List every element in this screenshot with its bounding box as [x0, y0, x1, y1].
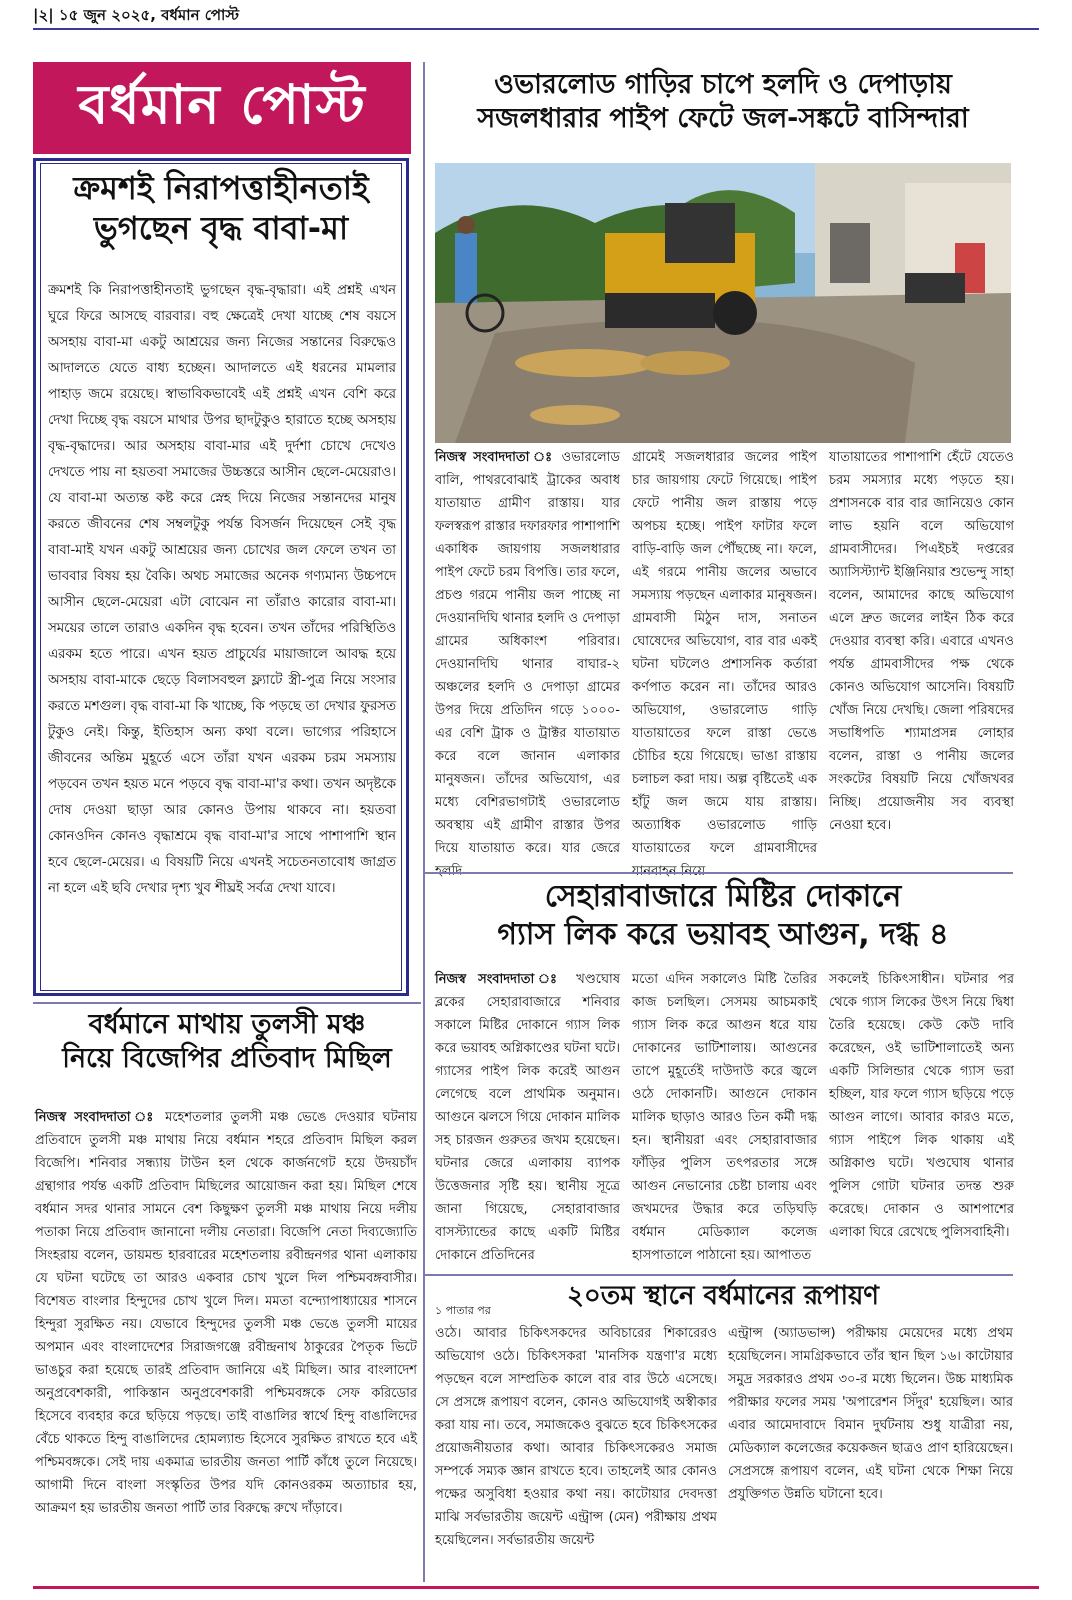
column-divider	[423, 62, 425, 1582]
bjp-divider	[33, 1002, 421, 1004]
masthead: বর্ধমান পোস্ট	[33, 62, 411, 154]
elderly-headline-line1: ক্রমশই নিরাপত্তাহীনতাই	[73, 169, 369, 207]
fire-headline	[433, 878, 1013, 953]
rupayan-continuation: ১ পাতার পর	[435, 1304, 491, 1317]
fire-col1	[435, 968, 620, 1268]
bjp-body	[35, 1106, 417, 1580]
overload-col1	[435, 446, 620, 866]
rupayan-headline: ২০তম স্থানে বর্ধমানের রূপায়ণ	[566, 1281, 880, 1311]
page-info: |২| ১৫ জুন ২০২৫, বর্ধমান পোস্ট	[33, 6, 239, 24]
overload-byline: নিজস্ব সংবাদদাতা ঃ	[435, 450, 555, 465]
rupayan-divider	[425, 1274, 1013, 1276]
bottom-rule	[33, 1586, 1039, 1589]
bjp-body-text: মহেশতলার তুলসী মঞ্চ ভেঙে দেওয়ার ঘটনায় প্রতিবাদে তুলসী মঞ্চ মাথায় নিয়ে বর্ধমান শহরে প্রতিবাদ মিছিল করল বিজেপি। শনিবার সন্ধ্যায় টাউন হল থেকে কার্জনগেট হয়ে উদয়চাঁদ গ্রন্থাগার পর্যন্ত একটি প্রতিবাদ মিছিলের আয়োজন করা হয়। মিছিল শেষে বর্ধমান সদর থানার সামনে বেশ কিছুক্ষণ তুলসী মঞ্চ মাথায় নিয়ে দলীয় পতাকা নিয়ে প্রতিবাদ জানানো দলীয় নেতারা। বিজেপি নেতা দিব্যজ্যোতি সিংহরায় বলেন, ডায়মন্ড হারবারের মহেশতলায় রবীন্দ্রনগর থানা এলাকায় যে ঘটনা ঘটেছে তা আরও একবার চোখ খুলে দিল পশ্চিমবঙ্গবাসীর। বিশেষত বাংলার হিন্দুদের চোখ খুলে দিল। মমতা বন্দ্যোপাধ্যায়ের শাসনে হিন্দুরা সুরক্ষিত নয়। যেভাবে হিন্দুদের তুলসী মঞ্চ ভেঙে তুলসী মায়ের অপমান এবং বাংলাদেশের সিরাজগঞ্জে রবীন্দ্রনাথ ঠাকুরের পৈতৃক ভিটে ভাঙচুর করা হয়েছে তারই প্রতিবাদ জানিয়ে এই মিছিল। আর বাংলাদেশ অনুপ্রবেশকারী, পাকিস্তান অনুপ্রবেশকারী পশ্চিমবঙ্গকে সেফ করিডোর হিসেবে ব্যবহার করে ছড়িয়ে পড়ছে। তাই বাঙালির স্বার্থে হিন্দু বাঙালিদের বেঁচে থাকতে হিন্দু বাঙালিদের হোমল্যান্ড হিসেবে সুরক্ষিত রাখতে হবে এই পশ্চিমবঙ্গকে। সেই দায় একমাত্র ভারতীয় জনতা পার্টি কাঁধে তুলে নিয়েছে। আগামী দিনে বাংলা সংস্কৃতির উপর যদি কোনওরকম অত্যাচার হয়, আক্রমণ হয় ভারতীয় জনতা পার্টি তার বিরুদ্ধে রুখে দাঁড়াবে।	[35, 1110, 417, 1516]
elderly-headline	[44, 168, 398, 248]
fire-byline: নিজস্ব সংবাদদাতা ঃ	[435, 972, 565, 987]
bjp-headline-line2: নিয়ে বিজেপির প্রতিবাদ মিছিল	[62, 1042, 392, 1074]
elderly-body: ক্রমশই কি নিরাপত্তাহীনতাই ভুগছেন বৃদ্ধ-বৃদ্ধারা। এই প্রশ্নই এখন ঘুরে ফিরে আসছে বারবার। বহু ক্ষেত্রেই দেখা যাচ্ছে শেষ বয়সে অসহায় বাবা-মা একটু আশ্রয়ের জন্য নিজের সন্তানের বিরুদ্ধেও আদালতে যেতে বাধ্য হচ্ছেন। আদালতে এই ধরনের মামলার পাহাড় জমে রয়েছে। স্বাভাবিকভাবেই এই প্রশ্নই এখন বেশি করে দেখা দিচ্ছে বৃদ্ধ বয়সে মাথার উপর ছাদটুকুও হারাতে হচ্ছে অসহায় বৃদ্ধ-বৃদ্ধাদের। আর অসহায় বাবা-মার এই দুর্দশা চোখে দেখেও দেখতে পায় না হয়তবা সমাজের উচ্চস্তরে আসীন ছেলে-মেয়েরাও। যে বাবা-মা অত্যন্ত কষ্ট করে স্নেহ দিয়ে নিজের সন্তানদের মানুষ করতে জীবনের শেষ সম্বলটুকু পর্যন্ত বিসর্জন দিয়েছেন সেই বৃদ্ধ বাবা-মাই যখন একটু আশ্রয়ের জন্য চোখের জল ফেলে তখন তা ভাববার বিষয় হয় বৈকি। অথচ সমাজের অনেক গণ্যমান্য উচ্চপদে আসীন ছেলে-মেয়েরা এটা বোঝেন না তাঁরাও কারোর বাবা-মা। সময়ের তালে তারাও একদিন বৃদ্ধ হবেন। তখন তাঁদের পরিস্থিতিও এরকম হতে পারে। এখন হয়ত প্রাচুর্যের মায়াজালে আবদ্ধ হয়ে অসহায় বাবা-মাকে ছেড়ে বিলাসবহুল ফ্ল্যাটে স্ত্রী-পুত্র নিয়ে সংসার করতে মশগুল। বৃদ্ধ বাবা-মা কি খাচ্ছে, কি পড়ছে তা দেখার ফুরসত টুকুও নেই। কিন্তু, ইতিহাস অন্য কথা বলে। ভাগ্যের পরিহাসে জীবনের অন্তিম মুহূর্তে এসে তাঁরা যখন এরকম চরম সমস্যায় পড়বেন তখন হয়ত মনে পড়বে বৃদ্ধ বাবা-মা'র কথা। তখন অদৃষ্টকে দোষ দেওয়া ছাড়া আর কোনও উপায় থাকবে না। হয়তবা কোনওদিন কোনও বৃদ্ধাশ্রমে বৃদ্ধ বাবা-মা'র সাথে পাশাপাশি স্থান হবে ছেলে-মেয়ের। এ বিষয়টি নিয়ে এখনই সচেতনতাবোধ জাগ্রত না হলে এই ছবি দেখার দৃশ্য খুব শীঘ্রই সর্বত্র দেখা যাবে।	[48, 283, 396, 896]
elderly-headline-line2: ভুগছেন বৃদ্ধ বাবা-মা	[93, 209, 349, 247]
top-rule	[33, 28, 1039, 30]
rupayan-col1: ওঠে। আবার চিকিৎসকদের অবিচারের শিকারেরও অভিযোগ ওঠে। চিকিৎসকরা 'মানসিক যন্ত্রণা'র মধ্যে পড়ছেন বলে সাম্প্রতিক কালে বার বার উঠে এসেছে। সে প্রসঙ্গে রূপায়ণ বলেন, কোনও অভিযোগই অস্বীকার করা যায় না। তবে, সমাজকেও বুঝতে হবে চিকিৎসকের প্রয়োজনীয়তার কথা। আবার চিকিৎসকেরও সমাজ সম্পর্কে সম্যক জ্ঞান রাখতে হবে। তাহলেই আর কোনও পক্ষের অসুবিধা হওয়ার কথা নয়। কাটোয়ার দেবদত্তা মাঝি সর্বভারতীয় জয়েন্ট এন্ট্রান্স (মেন) পরীক্ষায় প্রথম হয়েছিলেন। সর্বভারতীয় জয়েন্ট	[435, 1326, 717, 1548]
overload-headline-line1: ওভারলোড গাড়ির চাপে হলদি ও দেপাড়ায়	[494, 69, 952, 100]
fire-divider	[425, 872, 1013, 874]
road-photo	[435, 163, 1011, 443]
overload-headline-line2: সজলধারার পাইপ ফেটে জল-সঙ্কটে বাসিন্দারা	[477, 102, 969, 134]
bjp-byline: নিজস্ব সংবাদদাতা ঃ	[35, 1110, 158, 1125]
fire-col2: মতো এদিন সকালেও মিষ্টি তৈরির কাজ চলছিল। সেসময় আচমকাই গ্যাস লিক করে আগুন ধরে যায় দোকানের ভাটিশালায়। আগুনের তাপে মুহূর্তেই দাউদাউ করে জ্বলে ওঠে দোকানটি। আগুনে দোকান মালিক ছাড়াও আরও তিন কর্মী দগ্ধ হন। স্থানীয়রা এবং সেহারাবাজার ফাঁড়ির পুলিস তৎপরতার সঙ্গে আগুন নেভানোর চেষ্টা চালায় এবং জখমদের উদ্ধার করে তড়িঘড়ি বর্ধমান মেডিক্যাল কলেজ হাসপাতালে পাঠানো হয়। আপাতত	[632, 972, 817, 1263]
fire-col3: সকলেই চিকিৎসাধীন। ঘটনার পর থেকে গ্যাস লিকের উৎস নিয়ে দ্বিধা তৈরি হয়েছে। কেউ কেউ দাবি করেছেন, ওই ভাটিশালাতেই অন্য একটি সিলিন্ডার থেকে গ্যাস ভরা হচ্ছিল, যার ফলে গ্যাস ছড়িয়ে পড়ে আগুন লাগে। আবার কারও মতে, গ্যাস পাইপে লিক থাকায় এই অগ্নিকাণ্ড ঘটে। খণ্ডঘোষ থানার পুলিস গোটা ঘটনার তদন্ত শুরু করেছে। দোকান ও আশপাশের এলাকা ঘিরে রেখেছে পুলিসবাহিনী।	[829, 972, 1014, 1240]
fire-headline-line1: সেহারাবাজারে মিষ্টির দোকানে	[544, 879, 902, 914]
rupayan-col2: এন্ট্রান্স (অ্যাডভান্স) পরীক্ষায় মেয়েদের মধ্যে প্রথম হয়েছিলেন। সামগ্রিকভাবে তাঁর স্থান ছিল ১৬। কাটোয়ার সমুদ্র সরকারও প্রথম ৩০-র মধ্যে ছিলেন। উচ্চ মাধ্যমিক পরীক্ষার ফলের সময় 'অপারেশন সিঁদুর' হয়েছিল। আর এবার আমেদাবাদে বিমান দুর্ঘটনায় শুধু যাত্রীরা নয়, মেডিক্যাল কলেজের কয়েকজন ছাত্রও প্রাণ হারিয়েছেন। সেপ্রসঙ্গে রূপায়ণ বলেন, এই ঘটনা থেকে শিক্ষা নিয়ে প্রযুক্তিগত উন্নতি ঘটানো হবে।	[728, 1326, 1013, 1502]
bjp-headline	[36, 1008, 418, 1076]
overload-col2: গ্রামেই সজলধারার জলের পাইপ চার জায়গায় ফেটে গিয়েছে। পাইপ ফেটে পানীয় জল রাস্তায় পড়ে অপচয় হচ্ছে। পাইপ ফাটার ফলে বাড়ি-বাড়ি জল পৌঁছচ্ছে না। ফলে, এই গরমে পানীয় জলের অভাবে সমস্যায় পড়ছেন এলাকার মানুষজন। গ্রামবাসী মিঠুন দাস, সনাতন ঘোষেদের অভিযোগ, বার বার একই ঘটনা ঘটলেও প্রশাসনিক কর্তারা কর্ণপাত করেন না। তাঁদের আরও অভিযোগ, ওভারলোড গাড়ি যাতায়াতের ফলে রাস্তা ভেঙে চৌচির হয়ে গিয়েছে। ভাঙা রাস্তায় চলাচল করা দায়। অল্প বৃষ্টিতেই এক হাঁটু জল জমে যায় রাস্তায়। অত্যাধিক ওভারলোড গাড়ি যাতায়াতের ফলে গ্রামবাসীদের	[632, 450, 817, 856]
fire-col1-text: খণ্ডঘোষ ব্লকের সেহারাবাজারে শনিবার সকালে মিষ্টির দোকানে গ্যাস লিক করে ভয়াবহ অগ্নিকাণ্ডের ঘটনা ঘটে। গ্যাসের পাইপ লিক করেই আগুন লেগেছে বলে প্রাথমিক অনুমান। আগুনে ঝলসে গিয়ে দোকান মালিক সহ চারজন গুরুতর জখম হয়েছেন। ঘটনার জেরে এলাকায় ব্যাপক উত্তেজনার সৃষ্টি হয়। স্থানীয় সূত্রে জানা গিয়েছে, সেহারাবাজার বাসস্ট্যান্ডের কাছে একটি মিষ্টির দোকানে প্রতিদিনের	[435, 972, 620, 1263]
overload-col3: যাতায়াতের পাশাপাশি হেঁটে যেতেও চরম সমস্যার মধ্যে পড়তে হয়। প্রশাসনকে বার বার জানিয়েও কোন লাভ হয়নি বলে অভিযোগ গ্রামবাসীদের। পিএইচই দপ্তরের অ্যাসিস্ট্যান্ট ইঞ্জিনিয়ার শুভেন্দু সাহা বলেন, আমাদের কাছে অভিযোগ এলে দ্রুত জলের লাইন ঠিক করে দেওয়ার ব্যবস্থা করি। এবারে এখনও পর্যন্ত গ্রামবাসীদের পক্ষ থেকে কোনও অভিযোগ আসেনি। বিষয়টি খোঁজ নিয়ে দেখছি। জেলা পরিষদের সভাধিপতি শ্যামাপ্রসন্ন লোহার বলেন, রাস্তা ও পানীয় জলের সংকটের বিষয়টি নিয়ে খোঁজখবর নিচ্ছি। প্রয়োজনীয় সব ব্যবস্থা নেওয়া হবে।	[829, 450, 1014, 833]
bjp-headline-line1: বর্ধমানে মাথায় তুলসী মঞ্চ	[88, 1009, 366, 1040]
overload-headline	[433, 68, 1013, 136]
fire-headline-line2: গ্যাস লিক করে ভয়াবহ আগুন, দগ্ধ ৪	[497, 916, 949, 952]
overload-col1-text: ওভারলোড বালি, পাথরবোঝাই ট্রাকের অবাধ যাতায়াত গ্রামীণ রাস্তায়। যার ফলস্বরূপ রাস্তার দফারফার পাশাপাশি একাধিক জায়গায় সজলধারার পাইপ ফেটে চরম বিপত্তি। তার ফলে, প্রচণ্ড গরমে পানীয় জল পাচ্ছে না দেওয়ানদিঘি থানার হলদি ও দেপাড়া গ্রামের অধিকাংশ পরিবার। দেওয়ানদিঘি থানার বাঘার-২ অঞ্চলের হলদি ও দেপাড়া গ্রামের উপর দিয়ে প্রতিদিন গড়ে ১০০০-এর বেশি ট্রাক ও ট্রাক্টর যাতায়াত করে বলে জানান এলাকার মানুষজন। তাঁদের অভিযোগ, এর মধ্যে বেশিরভাগটাই ওভারলোড অবস্থায় এই গ্রামীণ রাস্তার উপর দিয়ে যাতায়াত করে। যার জেরে	[435, 450, 620, 856]
road-photo-illustration	[435, 163, 1011, 443]
